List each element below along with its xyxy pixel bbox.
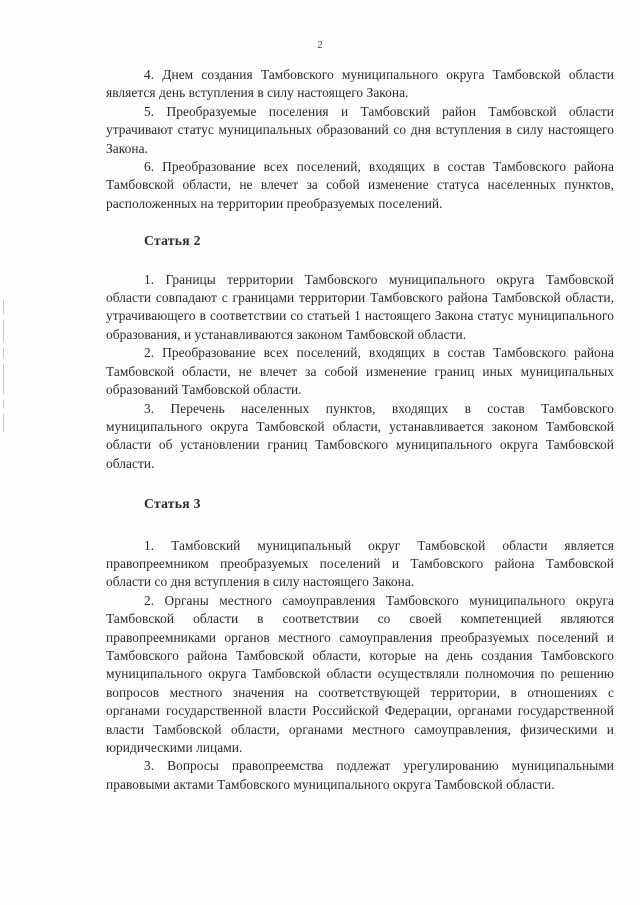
paragraph: 5. Преобразуемые поселения и Тамбовский район Тамбовской области утрачивают статус муниципальных образований со дня вступления в силу настоящего Закона.	[106, 103, 614, 156]
paragraph: 6. Преобразование всех поселений, входящих в состав Тамбовского района Тамбовской области, не влечет за собой изменение статуса населенных пунктов, расположенных на территории преобразуемых поселений.	[106, 159, 614, 211]
paragraph: 1. Тамбовский муниципальный округ Тамбовской области является правопреемником преобразуемых поселений и Тамбовского района Тамбовской области со дня вступления в силу настоящего Закона.	[106, 537, 614, 590]
paragraph: 1. Границы территории Тамбовского муниципального округа Тамбовской области совпадают с границами территории Тамбовского района Тамбовской области, утрачивающего в соответствии со статьей 1 настоящего Закона статус муниципального образования, и устанавливаются законом Тамбовской области.	[106, 271, 614, 342]
document-body	[106, 66, 614, 794]
paragraph: 3. Перечень населенных пунктов, входящих в состав Тамбовского муниципального округа Тамбовской области, устанавливается законом Тамбовской области об установлении границ Тамбовского муниципального округа Тамбовской области.	[106, 400, 614, 471]
paragraph: 4. Днем создания Тамбовского муниципального округа Тамбовской области является день вступления в силу настоящего Закона.	[106, 67, 614, 101]
scan-margin-marks	[3, 300, 6, 500]
paragraph: 2. Преобразование всех поселений, входящих в состав Тамбовского района Тамбовской области, не влечет за собой изменение границ иных муниципальных образований Тамбовской области.	[106, 345, 614, 398]
article-heading: Статья 2	[144, 233, 201, 249]
page-number: 2	[317, 39, 323, 51]
paragraph: 2. Органы местного самоуправления Тамбовского муниципального округа Тамбовской области в соответствии со своей компетенцией являются правопреемниками органов местного самоуправления преобразуемых поселений и Тамбовского района Тамбовской области, которые на день создания Тамбовского муниципального округа Тамбовской области осуществляли полномочия по решению вопросов местного значения на соответствующей территории, в отношениях с органами государственной власти Российской Федерации, органами государственной власти Тамбовской области, органами местного самоуправления, физическими и юридическими лицами.	[106, 592, 614, 755]
article-heading: Статья 3	[144, 496, 201, 512]
paragraph: 3. Вопросы правопреемства подлежат урегулированию муниципальными правовыми актами Тамбовского муниципального округа Тамбовской области.	[106, 758, 614, 792]
